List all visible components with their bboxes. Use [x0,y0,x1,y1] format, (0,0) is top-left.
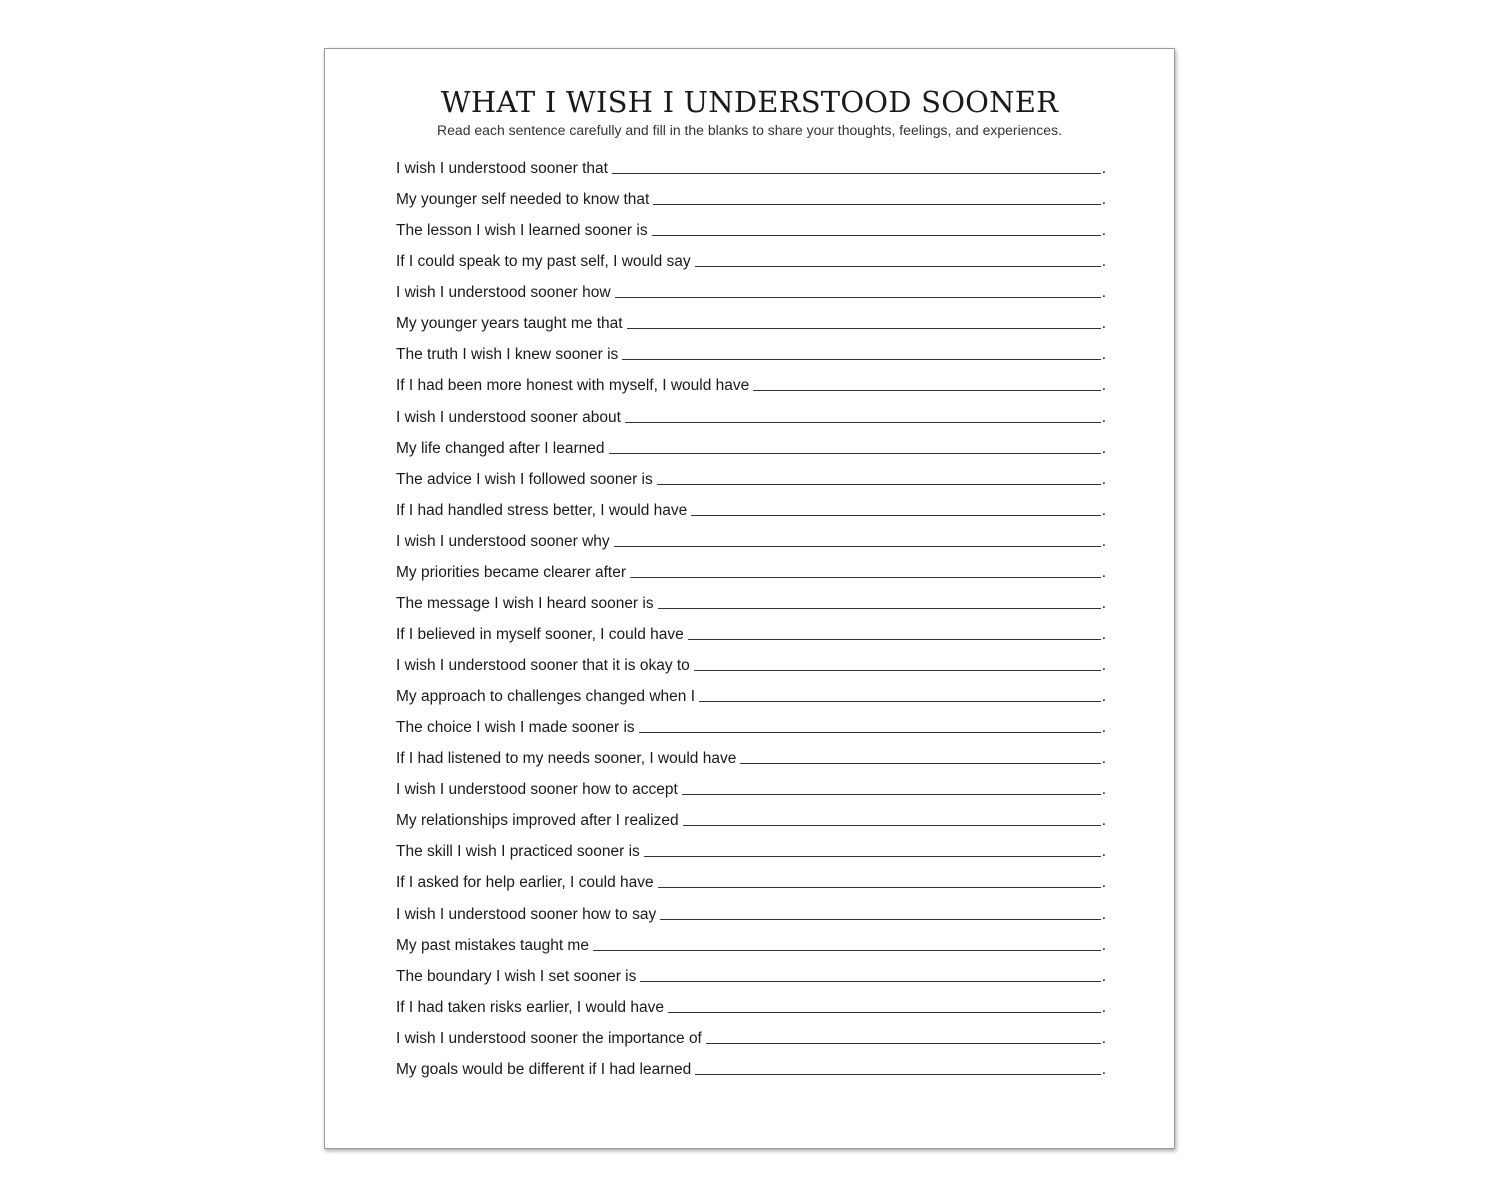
prompt-row [396,843,1106,874]
end-period: . [1101,160,1106,177]
prompt-row [396,471,1106,502]
prompt-row [396,595,1106,626]
worksheet-subtitle: Read each sentence carefully and fill in the blanks to share your thoughts, feelings, and experiences. [437,122,1062,138]
end-period: . [1101,222,1106,240]
prompt-text: The advice I wish I followed sooner is [396,470,653,488]
prompt-text: If I had handled stress better, I would have [396,501,688,519]
prompt-row [396,222,1106,253]
end-period: . [1101,594,1106,612]
answer-blank [668,1011,1101,1013]
worksheet-title: WHAT I WISH I UNDERSTOOD SOONER [440,85,1059,119]
end-period: . [1101,750,1106,768]
prompt-text: I wish I understood sooner the importance of [396,1029,702,1047]
prompt-row [396,626,1106,657]
prompt-text: If I believed in myself sooner, I could have [396,625,684,643]
end-period: . [1101,408,1106,426]
prompt-row [396,253,1106,284]
answer-blank [658,886,1101,888]
end-period: . [1101,470,1106,488]
end-period: . [1101,998,1106,1016]
answer-blank [640,980,1100,982]
prompt-row [396,502,1106,533]
answer-blank [699,700,1101,702]
prompt-text: The message I wish I heard sooner is [396,594,654,612]
prompt-text: If I had listened to my needs sooner, I would have [396,750,737,768]
answer-blank [609,452,1101,454]
prompt-text: I wish I understood sooner that [396,160,608,177]
answer-blank [644,855,1101,857]
answer-blank [694,669,1101,671]
prompt-row [396,1030,1106,1061]
prompt-text: I wish I understood sooner how to say [396,905,657,923]
prompt-text: If I could speak to my past self, I would say [396,253,691,271]
prompt-text: My relationships improved after I realized [396,812,679,830]
prompt-text: My younger years taught me that [396,315,623,333]
prompt-text: I wish I understood sooner how to accept [396,781,678,799]
prompt-row [396,346,1106,377]
answer-blank [627,327,1101,329]
end-period: . [1101,1060,1106,1078]
prompt-row [396,937,1106,968]
prompt-text: My priorities became clearer after [396,563,626,581]
prompt-row [396,440,1106,471]
answer-blank [625,421,1101,423]
end-period: . [1101,688,1106,706]
end-period: . [1101,253,1106,271]
prompt-text: If I had taken risks earlier, I would have [396,998,664,1016]
answer-blank [653,203,1100,205]
answer-blank [706,1042,1101,1044]
answer-blank [695,265,1101,267]
prompt-text: My past mistakes taught me [396,936,589,954]
answer-blank [612,172,1101,174]
end-period: . [1101,315,1106,333]
worksheet-page [324,48,1175,1149]
end-period: . [1101,532,1106,550]
end-period: . [1101,719,1106,737]
prompt-text: My life changed after I learned [396,439,605,457]
answer-blank [688,638,1101,640]
end-period: . [1101,284,1106,302]
prompt-row [396,657,1106,688]
end-period: . [1101,1029,1106,1047]
end-period: . [1101,563,1106,581]
answer-blank [683,824,1101,826]
end-period: . [1101,377,1106,395]
prompt-text: I wish I understood sooner about [396,408,621,426]
end-period: . [1101,967,1106,985]
answer-blank [691,514,1100,516]
prompt-text: The lesson I wish I learned sooner is [396,222,648,240]
answer-blank [753,389,1100,391]
prompt-row [396,284,1106,315]
answer-blank [657,483,1101,485]
prompt-row [396,906,1106,937]
end-period: . [1101,439,1106,457]
end-period: . [1101,625,1106,643]
end-period: . [1101,812,1106,830]
prompt-row [396,160,1106,191]
prompt-text: My goals would be different if I had learned [396,1060,692,1078]
answer-blank [682,793,1101,795]
answer-blank [695,1073,1100,1075]
prompt-row [396,377,1106,408]
prompt-text: My approach to challenges changed when I [396,688,696,706]
answer-blank [593,949,1101,951]
prompt-row [396,968,1106,999]
end-period: . [1101,843,1106,861]
end-period: . [1101,874,1106,892]
prompt-text: The skill I wish I practiced sooner is [396,843,640,861]
prompt-text: The choice I wish I made sooner is [396,719,635,737]
answer-blank [740,762,1100,764]
prompt-list [396,160,1106,1092]
prompt-row [396,409,1106,440]
prompt-row [396,750,1106,781]
prompt-text: If I had been more honest with myself, I would have [396,377,750,395]
prompt-row [396,999,1106,1030]
answer-blank [639,731,1101,733]
prompt-text: I wish I understood sooner why [396,532,610,550]
answer-blank [658,607,1101,609]
answer-blank [652,234,1101,236]
prompt-row [396,533,1106,564]
answer-blank [615,296,1101,298]
prompt-text: The truth I wish I knew sooner is [396,346,619,364]
prompt-row [396,1061,1106,1092]
end-period: . [1101,657,1106,674]
end-period: . [1101,781,1106,799]
answer-blank [614,545,1101,547]
answer-blank [660,918,1100,920]
prompt-text: If I asked for help earlier, I could have [396,874,654,892]
end-period: . [1101,905,1106,923]
prompt-row [396,719,1106,750]
end-period: . [1101,346,1106,364]
prompt-text: My younger self needed to know that [396,191,650,209]
prompt-text: I wish I understood sooner that it is okay to [396,657,690,674]
end-period: . [1101,501,1106,519]
prompt-row [396,564,1106,595]
prompt-text: The boundary I wish I set sooner is [396,967,637,985]
prompt-row [396,688,1106,719]
prompt-row [396,315,1106,346]
end-period: . [1101,936,1106,954]
answer-blank [630,576,1101,578]
prompt-row [396,191,1106,222]
prompt-text: I wish I understood sooner how [396,284,611,302]
prompt-row [396,781,1106,812]
end-period: . [1101,191,1106,209]
answer-blank [622,358,1100,360]
prompt-row [396,812,1106,843]
prompt-row [396,874,1106,905]
